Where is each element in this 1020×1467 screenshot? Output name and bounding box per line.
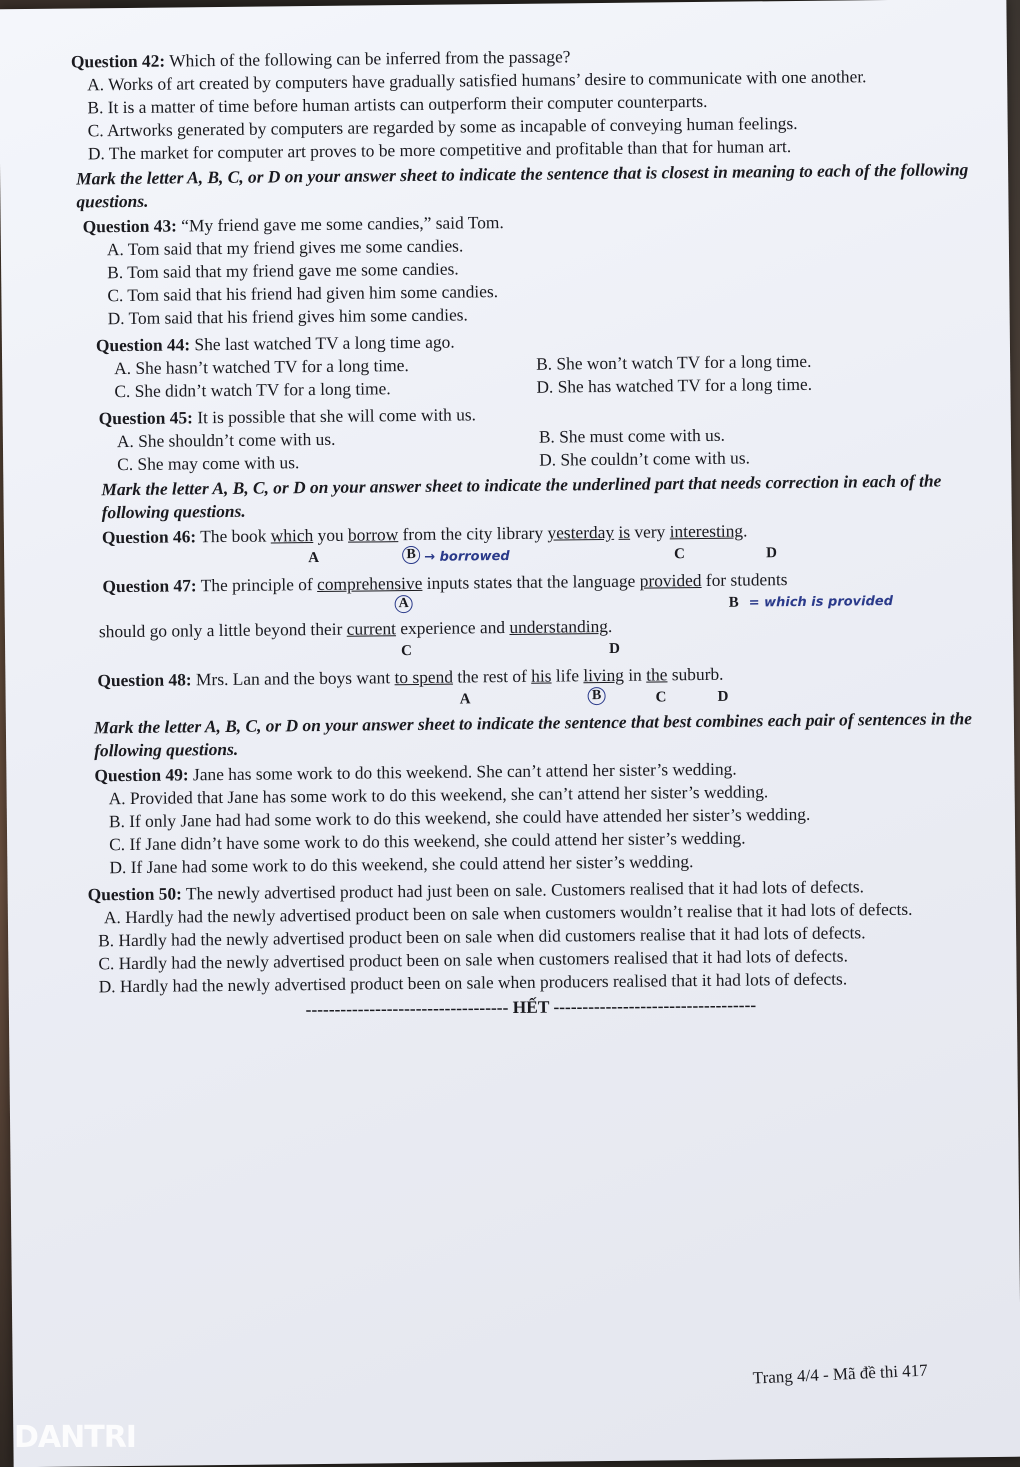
q46-part-b: borrow [347, 524, 399, 545]
question-46: Question 46: The book which you borrow from the city library yesterday is very interesting. [101, 520, 748, 548]
q46-circled-b: B [402, 546, 420, 564]
question-48: Question 48: Mrs. Lan and the boys want to spend the rest of his life living in the suburb. [97, 663, 724, 691]
q48-part-c: living [583, 664, 625, 686]
q48-part-a: to spend [394, 666, 454, 688]
q46-part-c: yesterday [547, 521, 615, 543]
q43-option-c: C. Tom said that his friend had given him some candies. [107, 281, 499, 306]
question-50: Question 50: The newly advertised product had just been on sale. Customers realised that it had lots of defects. [87, 876, 865, 905]
question-44: Question 44: She last watched TV a long time ago. [95, 331, 455, 356]
q42-option-c: C. Artworks generated by computers are regarded by some as incapable of conveying human feelings. [87, 112, 798, 141]
q47-labels-top: A B = which is provided [77, 589, 977, 618]
q46-labels: A B → borrowed C D [76, 540, 976, 569]
question-43: Question 43: “My friend gave me some candies,” said Tom. [82, 212, 504, 237]
question-47: Question 47: The principle of comprehensive inputs states that the language provided for students [102, 569, 788, 597]
q50-option-b: B. Hardly had the newly advertised product been on sale when did customers realise that it had lots of defects. [98, 922, 866, 951]
q43-option-b: B. Tom said that my friend gave me some candies. [107, 258, 459, 283]
q47-part-d: understanding [509, 615, 609, 637]
question-45: Question 45: It is possible that she will come with us. [98, 404, 477, 429]
q47-part-a: comprehensive [316, 572, 423, 595]
q47-handwritten-note: = which is provided [748, 593, 894, 611]
q46-part-a: which [270, 525, 314, 546]
q44-option-c: C. She didn’t watch TV for a long time. [114, 378, 391, 402]
q43-option-a: A. Tom said that my friend gives me some candies. [106, 235, 464, 260]
q46-part-d: interesting [669, 520, 744, 542]
q47-labels-bottom: C D [401, 640, 621, 660]
page-number: Trang 4/4 - Mã đề thi 417 [752, 1360, 929, 1388]
q47-circled-a: A [395, 595, 413, 613]
q42-option-a: A. Works of art created by computers have gradually satisfied humans’ desire to communicate with one another. [87, 66, 867, 95]
q48-labels: A B C D [459, 688, 729, 708]
q42-option-b: B. It is a matter of time before human artists can outperform their computer counterparts. [87, 90, 708, 118]
q44-option-d: D. She has watched TV for a long time. [536, 373, 813, 397]
q45-option-c: C. She may come with us. [117, 452, 300, 475]
q49-option-b: B. If only Jane had had some work to do this weekend, she could have attended her sister’s wedding. [108, 803, 811, 832]
q48-part-d: the [646, 664, 668, 685]
exam-content [71, 41, 981, 1041]
q49-option-d: D. If Jane had some work to do this weekend, she could attend her sister’s wedding. [109, 851, 694, 878]
q46-handwritten-note: → borrowed [424, 548, 510, 565]
q48-circled-b: B [588, 687, 606, 705]
q45-option-b: B. She must come with us. [538, 424, 725, 447]
q44-option-a: A. She hasn’t watched TV for a long time. [114, 355, 409, 379]
dantri-logo: DANTRI [14, 1420, 136, 1455]
instruction-closest-meaning: Mark the letter A, B, C, or D on your answer sheet to indicate the sentence that is closest in meaning to each of the following questions. [76, 159, 969, 212]
q49-option-c: C. If Jane didn’t have some work to do this weekend, she could attend her sister’s wedding. [109, 827, 746, 855]
question-47-line-2: should go only a little beyond their current experience and understanding. [98, 615, 613, 642]
q46-part-c2: is [618, 521, 631, 542]
q43-option-d: D. Tom said that his friend gives him some candies. [107, 304, 468, 329]
q45-option-d: D. She couldn’t come with us. [539, 447, 750, 470]
q48-part-b: his [531, 665, 552, 686]
q50-option-c: C. Hardly had the newly advertised product been on sale when customers realised that it had lots of defects. [98, 945, 848, 974]
q50-option-a: A. Hardly had the newly advertised product been on sale when customers wouldn’t realise that it had lots of defects. [103, 898, 913, 928]
q50-option-d: D. Hardly had the newly advertised product been on sale when producers realised that it had lots of defects. [98, 968, 848, 997]
q47-part-b: provided [639, 569, 702, 591]
q49-option-a: A. Provided that Jane has some work to do this weekend, she can’t attend her sister’s wedding. [108, 781, 769, 809]
instruction-error-correction: Mark the letter A, B, C, or D on your answer sheet to indicate the underlined part that needs correction in each of the following questions. [101, 470, 942, 523]
q44-option-b: B. She won’t watch TV for a long time. [536, 350, 812, 374]
instruction-combine-sentences: Mark the letter A, B, C, or D on your answer sheet to indicate the sentence that best combines each pair of sentences in the following questions. [93, 708, 973, 761]
q47-part-c: current [346, 618, 397, 639]
q45-option-a: A. She shouldn’t come with us. [116, 428, 336, 452]
question-42: Question 42: Which of the following can be inferred from the passage? [70, 46, 571, 72]
q42-option-d: D. The market for computer art proves to be more competitive and profitable than that for human art. [87, 136, 792, 164]
question-49: Question 49: Jane has some work to do this weekend. She can’t attend her sister’s wedding. [94, 758, 737, 786]
end-marker: ----------------------------------- HẾT ----------------------------------- [305, 994, 757, 1020]
